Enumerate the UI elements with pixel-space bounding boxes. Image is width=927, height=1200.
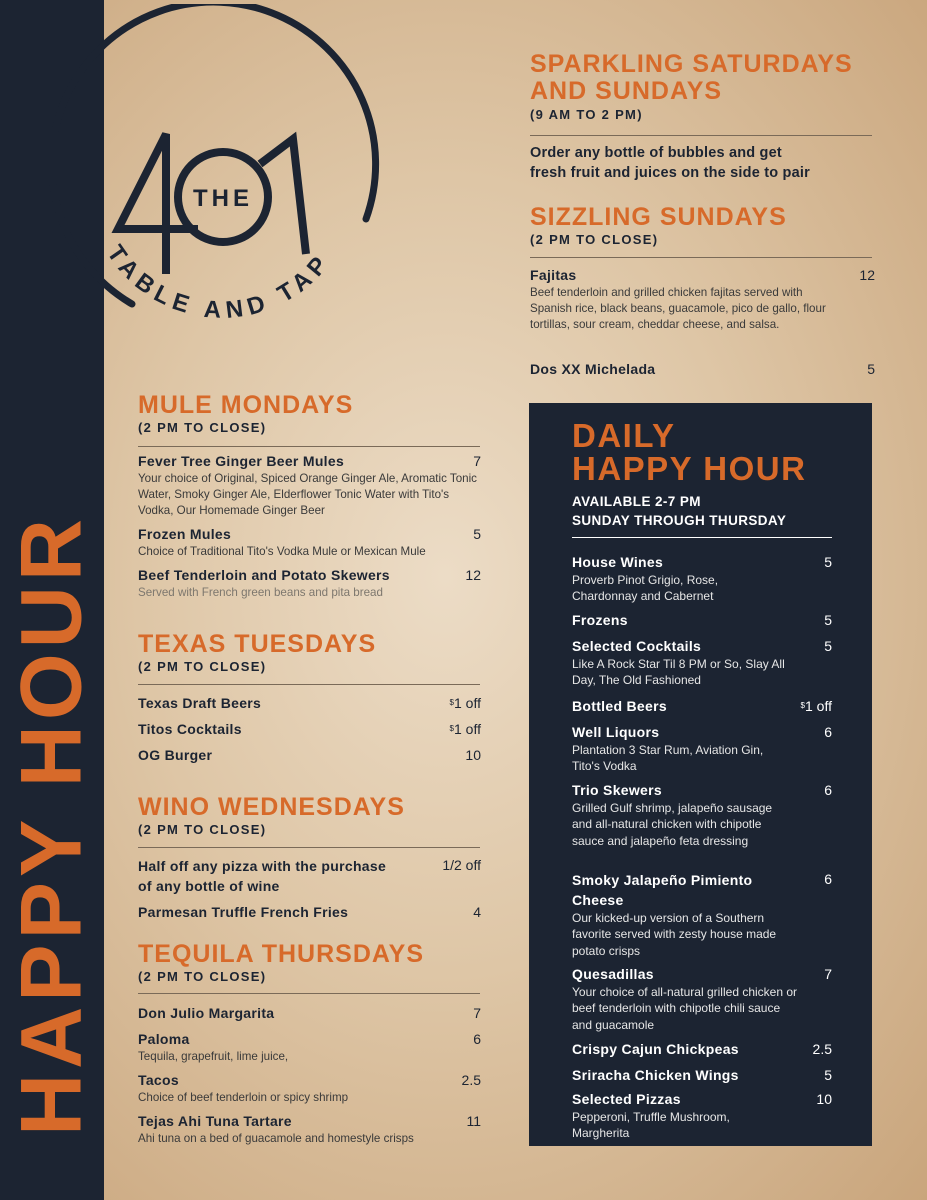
texas-tuesdays-title: TEXAS TUESDAYS <box>138 630 377 658</box>
daily-happy-hour-title: DAILY HAPPY HOUR <box>572 417 807 487</box>
tequila-thursdays-title: TEQUILA THURSDAYS <box>138 940 425 968</box>
sparkling-saturdays-subtitle: (9 AM TO 2 PM) <box>530 107 643 122</box>
menu-item: Texas Draft Beers $1 off <box>138 695 481 711</box>
menu-item: Paloma 6 Tequila, grapefruit, lime juice, <box>138 1031 481 1063</box>
sparkling-saturdays-title: SPARKLING SATURDAYS AND SUNDAYS <box>530 50 853 105</box>
menu-item: Selected Cocktails 5 Like A Rock Star Til 8 PM or So, Slay All Day, The Old Fashioned <box>572 638 832 688</box>
menu-item: Don Julio Margarita 7 <box>138 1005 481 1021</box>
mule-mondays-title: MULE MONDAYS <box>138 391 354 419</box>
menu-item: Dos XX Michelada 5 <box>530 361 875 377</box>
menu-item: Titos Cocktails $1 off <box>138 721 481 737</box>
divider <box>138 684 480 685</box>
divider <box>138 446 480 447</box>
menu-item: Tacos 2.5 Choice of beef tenderloin or spicy shrimp <box>138 1072 481 1104</box>
wino-wednesdays-title: WINO WEDNESDAYS <box>138 793 405 821</box>
divider <box>530 257 872 258</box>
the-401-logo <box>48 4 396 376</box>
menu-item: OG Burger 10 <box>138 747 481 763</box>
menu-item: Parmesan Truffle French Fries 4 <box>138 904 481 920</box>
mule-mondays-subtitle: (2 PM TO CLOSE) <box>138 420 267 435</box>
menu-item: Tejas Ahi Tuna Tartare 11 Ahi tuna on a bed of guacamole and homestyle crisps <box>138 1113 481 1145</box>
menu-item: Frozen Mules 5 Choice of Traditional Tito's Vodka Mule or Mexican Mule <box>138 526 481 558</box>
menu-item: Bottled Beers $1 off <box>572 698 832 714</box>
sizzling-sundays-subtitle: (2 PM TO CLOSE) <box>530 232 659 247</box>
menu-item: Well Liquors 6 Plantation 3 Star Rum, Aviation Gin, Tito's Vodka <box>572 724 832 774</box>
logo-ring-text: TABLE AND TAP <box>101 240 337 325</box>
logo-the-text: THE <box>193 185 253 212</box>
divider <box>572 537 832 538</box>
sizzling-sundays-title: SIZZLING SUNDAYS <box>530 203 787 231</box>
menu-item: Crispy Cajun Chickpeas 2.5 <box>572 1041 832 1057</box>
menu-item: Quesadillas 7 Your choice of all-natural grilled chicken or beef tenderloin with chipotle chili sauce and guacamole <box>572 966 832 1032</box>
menu-item: House Wines 5 Proverb Pinot Grigio, Rose, Chardonnay and Cabernet <box>572 554 832 604</box>
sparkling-description: Order any bottle of bubbles and get fresh fruit and juices on the side to pair <box>530 145 810 181</box>
menu-item: Fever Tree Ginger Beer Mules 7 Your choice of Original, Spiced Orange Ginger Ale, Aromatic Tonic Water, Smoky Ginger Ale, Elderflower Tonic Water with Tito's Vodka, Our Homemade Ginger Beer <box>138 453 481 517</box>
texas-tuesdays-subtitle: (2 PM TO CLOSE) <box>138 659 267 674</box>
menu-item: Smoky Jalapeño Pimiento Cheese 6 Our kicked-up version of a Southern favorite served with zesty house made potato crisps <box>572 871 832 958</box>
menu-item: Half off any pizza with the purchase of any bottle of wine 1/2 off <box>138 857 481 894</box>
wino-wednesdays-subtitle: (2 PM TO CLOSE) <box>138 822 267 837</box>
menu-item: Beef Tenderloin and Potato Skewers 12 Served with French green beans and pita bread <box>138 567 481 599</box>
menu-item: Trio Skewers 6 Grilled Gulf shrimp, jalapeño sausage and all-natural chicken with chipotle sauce and jalapeño feta dressing <box>572 782 832 848</box>
menu-item: Sriracha Chicken Wings 5 <box>572 1067 832 1083</box>
daily-happy-hour-availability: AVAILABLE 2-7 PM SUNDAY THROUGH THURSDAY <box>572 494 787 528</box>
menu-item: Frozens 5 <box>572 612 832 628</box>
menu-item: Selected Pizzas 10 Pepperoni, Truffle Mushroom, Margherita <box>572 1091 832 1141</box>
divider <box>138 993 480 994</box>
daily-happy-hour-box <box>529 403 872 1146</box>
happy-hour-vertical-title: HAPPY HOUR <box>3 514 100 1136</box>
menu-item: Fajitas 12 Beef tenderloin and grilled chicken fajitas served with Spanish rice, black beans, guacamole, pico de gallo, flour tortillas, sour cream, cheddar cheese, and salsa. <box>530 267 875 331</box>
tequila-thursdays-subtitle: (2 PM TO CLOSE) <box>138 969 267 984</box>
divider <box>138 847 480 848</box>
divider <box>530 135 872 136</box>
